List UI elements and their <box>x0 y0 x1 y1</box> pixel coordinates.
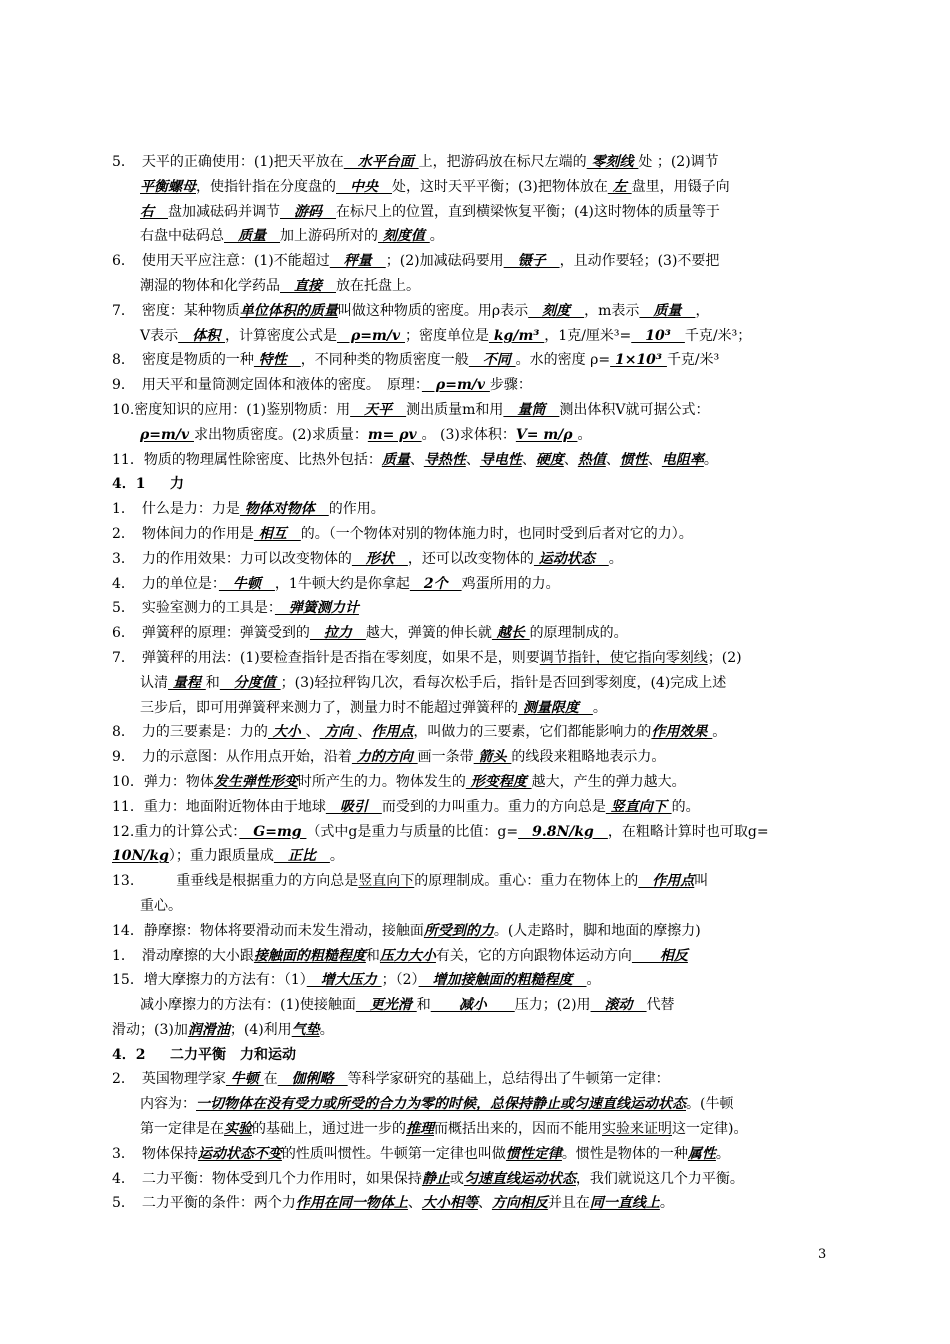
text-line <box>112 299 842 324</box>
line-text: 、 <box>407 1195 422 1212</box>
text-line <box>112 596 842 621</box>
text-line <box>112 522 842 547</box>
line-text: 减小摩擦力的方法有：(1)使接触面 <box>112 997 356 1014</box>
answer-fill: 惯性 <box>619 451 648 468</box>
line-text: 。 <box>659 1195 674 1212</box>
line-text: 5． 实验室测力的工具是： <box>112 600 275 617</box>
answer-fill: 刻度 <box>528 302 585 319</box>
answer-fill: 吸引 <box>325 798 382 815</box>
line-text: 的基础上，通过进一步的 <box>252 1121 406 1138</box>
answer-fill: 接触面的粗糙程度 <box>253 947 366 964</box>
line-text: 15．增大摩擦力的方法有：（1） <box>112 972 307 989</box>
line-text: ，使指针指在分度盘的 <box>196 178 336 195</box>
answer-fill: 同一直线上 <box>589 1195 660 1212</box>
line-text: 测出质量m和用 <box>406 401 504 418</box>
line-text: 。 <box>319 1021 334 1038</box>
line-text: ；（2） <box>381 972 419 989</box>
text-line <box>112 1142 842 1167</box>
answer-fill: 作用点 <box>371 724 414 741</box>
text-line <box>112 1092 842 1117</box>
line-text: 而受到的力叫重力。重力的方向总是 <box>381 798 606 815</box>
line-text: 。水的密度 ρ= <box>515 352 611 369</box>
text-line <box>112 497 842 522</box>
page-number: 3 <box>818 1247 827 1262</box>
line-text: 测出体积V就可据公式： <box>559 401 710 418</box>
answer-fill: 水平台面 <box>343 154 419 170</box>
line-text: 11．物质的物理属性除密度、比热外包括： <box>112 451 382 468</box>
line-text: 的线段来粗略地表示力。 <box>511 749 666 766</box>
text-line <box>112 944 842 969</box>
line-text: 13. 重垂线是根据重力的方向总是 <box>112 873 359 890</box>
line-text: 潮湿的物体和化学药品 <box>112 277 280 294</box>
answer-fill: ρ=m/v <box>337 327 405 344</box>
line-text: 6． 弹簧秤的原理：弹簧受到的 <box>112 625 310 642</box>
line-text: ，计算密度公式是 <box>225 327 337 344</box>
line-text: 步骤： <box>489 377 532 394</box>
line-text: 。 <box>608 550 623 567</box>
line-text: 7． 密度：某种物质 <box>112 302 240 319</box>
answer-fill: 1×10³ <box>610 352 667 369</box>
line-text: 内容为： <box>112 1096 196 1113</box>
answer-fill: 一切物体在没有受力或所受的合力为零的时候，总保持静止或匀速直线运动状态 <box>196 1096 686 1113</box>
line-text: 7． 弹簧秤的用法：(1)要检查指针是否指在零刻度，如果不是，则要 <box>112 649 540 666</box>
answer-fill: 竖直向下 <box>605 798 672 815</box>
text-line <box>112 621 842 646</box>
answer-fill: 平衡螺母 <box>140 178 196 195</box>
line-text: ，还可以改变物体的 <box>407 550 534 567</box>
answer-fill: 天平 <box>350 401 407 418</box>
answer-fill: 推理 <box>406 1121 434 1138</box>
answer-fill: 中央 <box>336 178 392 195</box>
underlined-text: 实验来证明 <box>602 1121 672 1138</box>
line-text <box>112 427 140 443</box>
line-text: 加上游码所对的 <box>280 228 378 245</box>
text-line <box>112 968 842 993</box>
text-line <box>112 820 842 845</box>
line-text: 盘加减砝码并调节 <box>168 203 280 220</box>
answer-fill: 电阻率 <box>661 451 704 468</box>
answer-fill: 10³ <box>631 327 685 344</box>
line-text: 鸡蛋所用的力。 <box>461 575 560 592</box>
answer-fill: V= m/ρ <box>515 426 578 443</box>
text-line <box>112 150 842 175</box>
answer-fill: 减小 <box>430 997 515 1014</box>
answer-fill: 秤量 <box>329 253 386 270</box>
line-text: 11．重力：地面附近物体由于地球 <box>112 798 326 815</box>
answer-fill: kg/m³ <box>488 327 545 344</box>
line-text: 代替 <box>646 997 675 1014</box>
answer-fill: ρ=m/v <box>421 377 490 394</box>
answer-fill: 匀速直线运动状态 <box>463 1170 576 1187</box>
answer-fill: 游码 <box>280 203 336 220</box>
answer-fill: 弹簧测力计 <box>274 600 359 617</box>
answer-fill: 不同 <box>468 352 516 369</box>
section-title: 力 <box>170 476 184 493</box>
line-text: 画一条带 <box>417 749 474 766</box>
text-line <box>112 671 842 696</box>
answer-fill: 拉力 <box>309 625 366 642</box>
text-line <box>112 547 842 572</box>
text-line <box>112 175 842 200</box>
line-text: 的。（一个物体对别的物体施力时，也同时受到后者对它的力）。 <box>300 525 693 542</box>
answer-fill: 大小 <box>267 724 306 741</box>
text-line <box>112 1018 842 1043</box>
answer-fill: 牛顿 <box>218 575 275 592</box>
line-text: V表示 <box>112 327 179 344</box>
line-text: ；(3)轻拉秤钩几次，看每次松手后，指针是否回到零刻度，(4)完成上述 <box>280 674 727 691</box>
answer-fill: 体积 <box>178 327 225 344</box>
line-text: ，我们就说这几个力平衡。 <box>575 1170 744 1187</box>
section-title: 二力平衡 力和运动 <box>170 1046 296 1063</box>
underlined-text: 调节指针，使它指向零刻线 <box>539 649 708 666</box>
text-line <box>112 448 842 473</box>
answer-fill: 形变程度 <box>465 773 532 790</box>
text-line <box>112 1167 842 1192</box>
answer-fill: 作用在同一物体上 <box>295 1195 408 1212</box>
answer-fill: 伽俐略 <box>277 1071 348 1088</box>
line-text: 在标尺上的位置，直到横梁恢复平衡；(4)这时物体的质量等于 <box>336 203 720 220</box>
line-text: 。(牛顿 <box>686 1096 734 1113</box>
answer-fill: 物体对物体 <box>239 501 329 518</box>
answer-fill: 气垫 <box>291 1021 320 1038</box>
line-text: 1． 滑动摩擦的大小跟 <box>112 947 254 964</box>
answer-fill: 运动状态 <box>533 550 609 567</box>
answer-fill: 相互 <box>253 525 301 542</box>
text-line <box>112 1067 842 1092</box>
answer-fill: 所受到的力 <box>423 922 494 939</box>
line-text: 压力；(2)用 <box>514 997 591 1014</box>
line-text: ，叫做力的三要素，它们都能影响力的 <box>413 724 652 741</box>
text-line <box>112 274 842 299</box>
line-text: 12.重力的计算公式： <box>112 823 240 840</box>
line-text: 2． 物体间力的作用是 <box>112 525 254 542</box>
line-text: 的性质叫惯性。牛顿第一定律也叫做 <box>281 1145 506 1162</box>
answer-fill: 实验 <box>224 1121 252 1138</box>
line-text: 这一定律)。 <box>672 1121 748 1138</box>
text-line <box>112 373 842 398</box>
line-text: 10．弹力：物体 <box>112 773 214 790</box>
line-text: 和 <box>205 674 220 691</box>
line-text: ， <box>695 302 710 319</box>
answer-fill: 相反 <box>631 947 688 964</box>
line-text: 和 <box>416 997 431 1014</box>
line-text: 3． 物体保持 <box>112 1145 198 1162</box>
answer-fill: 大小相等 <box>421 1195 478 1212</box>
line-text: 14．静摩擦：物体将要滑动而未发生滑动，接触面 <box>112 922 424 939</box>
line-text: 在 <box>263 1071 278 1088</box>
text-line <box>112 423 842 448</box>
line-text: 。 <box>577 426 592 443</box>
line-text: 1． 什么是力：力是 <box>112 501 240 518</box>
text-line <box>112 795 842 820</box>
line-text: 三步后，即可用弹簧秤来测力了，测量力时不能超过弹簧秤的 <box>112 699 518 716</box>
text-line <box>112 224 842 249</box>
line-text: 。 <box>592 699 607 716</box>
line-text: 而概括出来的，因而不能用 <box>434 1121 602 1138</box>
text-line <box>112 869 842 894</box>
line-text: 的原理制成。重心：重力在物体上的 <box>414 873 639 890</box>
line-text: 。 (3)求体积： <box>421 426 516 443</box>
line-text: 、 <box>357 724 372 741</box>
answer-fill: 作用点 <box>638 873 695 890</box>
line-text: 、 <box>465 451 480 468</box>
text-line <box>112 646 842 671</box>
answer-fill: 质量 <box>381 451 410 468</box>
answer-fill: 零刻线 <box>586 154 639 170</box>
text-line <box>112 1043 842 1068</box>
text-line <box>112 249 842 274</box>
line-text: 。惯性是物体的一种 <box>561 1145 688 1162</box>
answer-fill: 压力大小 <box>379 947 436 964</box>
text-line <box>112 919 842 944</box>
line-text: ，在粗略计算时也可取g= <box>607 823 769 840</box>
line-text: ，且动作要轻；(3)不要把 <box>559 253 720 270</box>
document-body <box>112 150 842 1216</box>
line-text: 盘里，用镊子向 <box>631 178 730 195</box>
answer-fill: 正比 <box>273 848 330 865</box>
line-text: 求出物质密度。(2)求质量： <box>193 426 368 443</box>
line-text: 3． 力的作用效果：力可以改变物体的 <box>112 550 352 567</box>
answer-fill: 更光滑 <box>355 997 417 1014</box>
answer-fill: 润滑油 <box>187 1021 230 1038</box>
text-line <box>112 894 842 919</box>
line-text: 叫做这种物质的密度。用ρ表示 <box>337 302 529 319</box>
line-text: ；密度单位是 <box>404 327 489 344</box>
line-text: 、 <box>305 724 320 741</box>
answer-fill: 增大压力 <box>306 972 382 989</box>
line-text: 、 <box>647 451 662 468</box>
line-text: 叫 <box>694 873 709 890</box>
section-number: 4．1 <box>112 476 146 493</box>
line-text: 8． 密度是物质的一种 <box>112 352 254 369</box>
line-text: 9． 力的示意图：从作用点开始，沿着 <box>112 749 352 766</box>
line-text: 、 <box>477 1195 492 1212</box>
answer-fill: 单位体积的质量 <box>239 302 338 319</box>
answer-fill: 静止 <box>421 1170 450 1187</box>
answer-fill: 量筒 <box>503 401 560 418</box>
line-text: 的。 <box>671 798 700 815</box>
answer-fill: 测量限度 <box>518 699 593 716</box>
line-text: 、 <box>605 451 620 468</box>
line-text: ；(4)利用 <box>229 1021 292 1038</box>
line-text: 2． 英国物理学家 <box>112 1071 226 1088</box>
text-line <box>112 1191 842 1216</box>
answer-fill: 牛顿 <box>225 1071 264 1088</box>
answer-fill: 2个 <box>409 575 462 592</box>
line-text: 第一定律是在 <box>112 1121 224 1138</box>
line-text: 并且在 <box>547 1195 590 1212</box>
line-text: 或 <box>449 1170 464 1187</box>
line-text: ）；重力跟质量成 <box>168 848 274 865</box>
line-text: 的原理制成的。 <box>529 625 628 642</box>
line-text: 。 <box>712 724 727 741</box>
line-text: 重心。 <box>112 897 182 914</box>
line-text: 、 <box>409 451 424 468</box>
answer-fill: 滚动 <box>590 997 647 1014</box>
line-text: 。 <box>715 1145 730 1162</box>
answer-fill: 导电性 <box>479 451 522 468</box>
text-line <box>112 844 842 869</box>
line-text: 的作用。 <box>328 501 385 518</box>
line-text: ；(2)加减砝码要用 <box>385 253 504 270</box>
answer-fill: 刻度值 <box>378 228 430 245</box>
answer-fill: 9.8N/kg <box>518 823 608 840</box>
line-text <box>112 204 140 220</box>
line-text: 10.密度知识的应用：(1)鉴别物质：用 <box>112 401 351 418</box>
text-line <box>112 993 842 1018</box>
line-text: 5． 二力平衡的条件：两个力 <box>112 1195 296 1212</box>
answer-fill: 质量 <box>639 302 696 319</box>
answer-fill: 左 <box>607 178 632 195</box>
line-text: 上，把游码放在标尺左端的 <box>418 154 587 170</box>
answer-fill: 方向 <box>319 724 358 741</box>
text-line <box>112 720 842 745</box>
text-line <box>112 348 842 373</box>
answer-fill: 导热性 <box>423 451 466 468</box>
answer-fill: 属性 <box>687 1145 716 1162</box>
line-text: 千克/米³； <box>684 327 752 344</box>
answer-fill: 右 <box>140 203 168 220</box>
line-text: 处，这时天平平衡；(3)把物体放在 <box>392 178 608 195</box>
line-text: ；(2) <box>707 649 742 666</box>
line-text: 放在托盘上。 <box>336 277 420 294</box>
line-text: 4． 力的单位是： <box>112 575 219 592</box>
answer-fill: 增加接触面的粗糙程度 <box>418 972 587 989</box>
line-text: 。(人走路时，脚和地面的摩擦力) <box>493 922 701 939</box>
answer-fill: 作用效果 <box>651 724 713 741</box>
line-text: 。 <box>329 848 344 865</box>
answer-fill: 方向相反 <box>491 1195 548 1212</box>
answer-fill: 直接 <box>280 277 336 294</box>
answer-fill: 特性 <box>253 352 301 369</box>
line-text: 处 ；(2)调节 <box>638 154 719 170</box>
line-text: 。 <box>429 228 444 245</box>
answer-fill: 分度值 <box>219 674 281 691</box>
answer-fill: m= ρv <box>367 426 422 443</box>
answer-fill: 发生弹性形变 <box>213 773 298 790</box>
text-line <box>112 696 842 721</box>
line-text: 、 <box>563 451 578 468</box>
answer-fill: 力的方向 <box>351 749 418 766</box>
text-line <box>112 324 842 349</box>
line-text: 、 <box>521 451 536 468</box>
answer-fill: 质量 <box>224 228 280 245</box>
line-text: ，1克/厘米³= <box>544 327 632 344</box>
line-text: ，1牛顿大约是你拿起 <box>274 575 410 592</box>
answer-fill: 硬度 <box>535 451 564 468</box>
answer-fill: 运动状态不变 <box>197 1145 282 1162</box>
line-text: 。 <box>703 451 718 468</box>
line-text: 8． 力的三要素是：力的 <box>112 724 268 741</box>
answer-fill: 10N/kg <box>112 848 169 865</box>
line-text: 4． 二力平衡：物体受到几个力作用时，如果保持 <box>112 1170 422 1187</box>
line-text: 9． 用天平和量筒测定固体和液体的密度。 原理： <box>112 377 422 394</box>
text-line <box>112 200 842 225</box>
line-text: 滑动；(3)加 <box>112 1021 188 1038</box>
text-line <box>112 770 842 795</box>
section-number: 4．2 <box>112 1046 146 1063</box>
answer-fill: 越长 <box>491 625 530 642</box>
text-line <box>112 1117 842 1142</box>
line-text: 认清 <box>112 674 168 691</box>
line-text: 有关，它的方向跟物体运动方向 <box>435 947 632 964</box>
line-text <box>112 179 140 195</box>
text-line <box>112 398 842 423</box>
line-text: ，m表示 <box>584 302 640 319</box>
text-line <box>112 472 842 497</box>
line-text: 。 <box>586 972 601 989</box>
line-text: 越大，产生的弹力越大。 <box>531 773 686 790</box>
underlined-text: 竖直向下 <box>358 873 415 890</box>
line-text: 5． 天平的正确使用：(1)把天平放在 <box>112 154 344 170</box>
answer-fill: 镊子 <box>503 253 560 270</box>
text-line <box>112 745 842 770</box>
line-text: 等科学家研究的基础上，总结得出了牛顿第一定律： <box>347 1071 670 1088</box>
line-text: 时所产生的力。物体发生的 <box>297 773 466 790</box>
answer-fill: ρ=m/v <box>140 426 194 443</box>
line-text: 右盘中砝码总 <box>112 228 224 245</box>
answer-fill: 热值 <box>577 451 606 468</box>
answer-fill: 形状 <box>351 550 408 567</box>
line-text: 6． 使用天平应注意：(1)不能超过 <box>112 253 330 270</box>
line-text: 千克/米³ <box>666 352 720 369</box>
line-text: ，不同种类的物质密度一般 <box>300 352 469 369</box>
line-text: 和 <box>365 947 380 964</box>
line-text: （式中g是重力与质量的比值：g= <box>306 823 519 840</box>
answer-fill: 量程 <box>168 674 206 691</box>
answer-fill: 箭头 <box>473 749 512 766</box>
answer-fill: 惯性定律 <box>505 1145 562 1162</box>
answer-fill: G=mg <box>239 823 307 840</box>
line-text: 越大，弹簧的伸长就 <box>365 625 492 642</box>
text-line <box>112 572 842 597</box>
